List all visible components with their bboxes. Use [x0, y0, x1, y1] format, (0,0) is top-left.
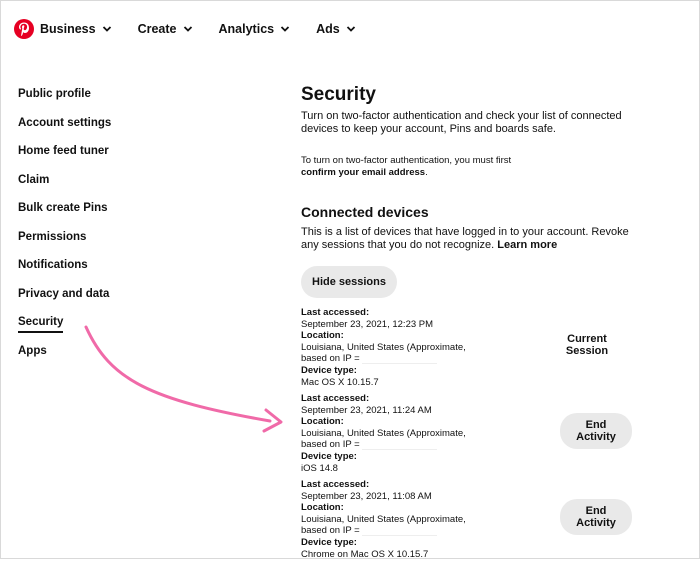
learn-more-link[interactable]: Learn more	[497, 239, 558, 251]
location-label: Location:	[301, 416, 344, 428]
nav-business-label: Business	[40, 22, 96, 36]
location-value: Louisiana, United States (Approximate,	[301, 341, 466, 353]
sidebar-item-account-settings[interactable]	[18, 114, 111, 143]
redacted-ip	[362, 354, 437, 364]
connected-devices-heading: Connected devices	[301, 204, 429, 220]
last-accessed-label: Last accessed:	[301, 393, 370, 404]
sidebar-item-label: Permissions	[18, 230, 87, 243]
location-ip-text: based on IP =	[301, 525, 360, 537]
device-type-label: Device type:	[301, 536, 357, 548]
nav-create-label: Create	[137, 22, 177, 36]
last-accessed-label: Last accessed:	[301, 479, 370, 490]
location-value: Louisiana, United States (Approximate,	[301, 513, 466, 525]
sidebar-item-label: Claim	[18, 173, 50, 186]
pinterest-logo-icon[interactable]	[14, 19, 34, 39]
current-session-label	[552, 333, 622, 357]
session-item	[301, 393, 646, 479]
nav-analytics[interactable]	[219, 22, 291, 36]
session-item	[301, 479, 646, 565]
end-activity-button[interactable]	[560, 499, 632, 535]
sessions-list	[301, 307, 646, 565]
hide-sessions-button[interactable]: Hide sessions	[301, 266, 397, 298]
sidebar-item-label: Security	[18, 316, 63, 333]
redacted-ip	[362, 526, 437, 536]
sidebar-item-label: Privacy and data	[18, 287, 110, 300]
sidebar-item-label: Bulk create Pins	[18, 202, 108, 214]
chevron-down-icon	[346, 24, 356, 34]
end-activity-label: End Activity	[576, 505, 616, 529]
sidebar-item-home-feed-tuner[interactable]	[18, 142, 111, 171]
sidebar-item-claim[interactable]	[18, 171, 111, 200]
sidebar-item-apps[interactable]	[18, 342, 111, 371]
two-factor-note-text: To turn on two-factor authentication, you must first	[301, 155, 512, 166]
sidebar-item-public-profile[interactable]	[18, 85, 111, 114]
location-ip-text: based on IP =	[301, 439, 360, 451]
sidebar-item-permissions[interactable]	[18, 228, 111, 257]
location-value: Louisiana, United States (Approximate,	[301, 427, 466, 439]
device-type-label: Device type:	[301, 450, 357, 462]
end-activity-button[interactable]	[560, 413, 632, 449]
device-type-value: Chrome on Mac OS X 10.15.7	[301, 548, 429, 560]
device-type-label: Device type:	[301, 364, 357, 376]
location-label: Location:	[301, 330, 344, 342]
location-label: Location:	[301, 502, 344, 514]
chevron-down-icon	[280, 24, 290, 34]
last-accessed-value: September 23, 2021, 11:24 AM	[301, 404, 432, 416]
nav-create[interactable]	[138, 22, 193, 36]
last-accessed-label: Last accessed:	[301, 307, 370, 318]
nav-ads[interactable]	[316, 22, 356, 36]
connected-devices-description	[301, 226, 646, 252]
security-description: Turn on two-factor authentication and check your list of connected devices to keep your account, Pins and boards safe.	[301, 110, 622, 135]
sidebar-item-security[interactable]	[18, 313, 111, 342]
sidebar-item-privacy-and-data[interactable]	[18, 285, 111, 314]
sidebar-item-label: Account settings	[18, 116, 112, 129]
confirm-email-link[interactable]: confirm your email address	[301, 167, 426, 178]
device-type-value: iOS 14.8	[301, 462, 338, 474]
sidebar-item-notifications[interactable]	[18, 256, 111, 285]
two-factor-note	[301, 155, 646, 179]
settings-sidebar	[18, 85, 111, 370]
redacted-ip	[362, 440, 437, 450]
two-factor-note-end: .	[425, 167, 428, 178]
sidebar-item-label: Notifications	[18, 259, 88, 271]
sidebar-item-label: Apps	[18, 344, 47, 357]
end-activity-label: End Activity	[576, 419, 616, 443]
nav-analytics-label: Analytics	[218, 22, 275, 36]
current-session-text: Current Session	[565, 333, 609, 357]
security-panel	[301, 84, 646, 565]
chevron-down-icon	[102, 24, 112, 34]
last-accessed-value: September 23, 2021, 11:08 AM	[301, 490, 432, 502]
page-title: Security	[301, 84, 376, 105]
nav-business[interactable]	[40, 22, 112, 36]
sidebar-item-bulk-create-pins[interactable]	[18, 199, 111, 228]
session-item	[301, 307, 646, 393]
last-accessed-value: September 23, 2021, 12:23 PM	[301, 318, 434, 330]
device-type-value: Mac OS X 10.15.7	[301, 376, 379, 388]
location-ip-text: based on IP =	[301, 353, 360, 365]
top-nav	[14, 16, 382, 42]
sidebar-item-label: Home feed tuner	[18, 145, 109, 157]
connected-devices-text: This is a list of devices that have logged in to your account. Revoke any sessions that you do not recognize.	[301, 226, 629, 251]
chevron-down-icon	[183, 24, 193, 34]
sidebar-item-label: Public profile	[18, 88, 91, 100]
nav-ads-label: Ads	[316, 22, 340, 36]
